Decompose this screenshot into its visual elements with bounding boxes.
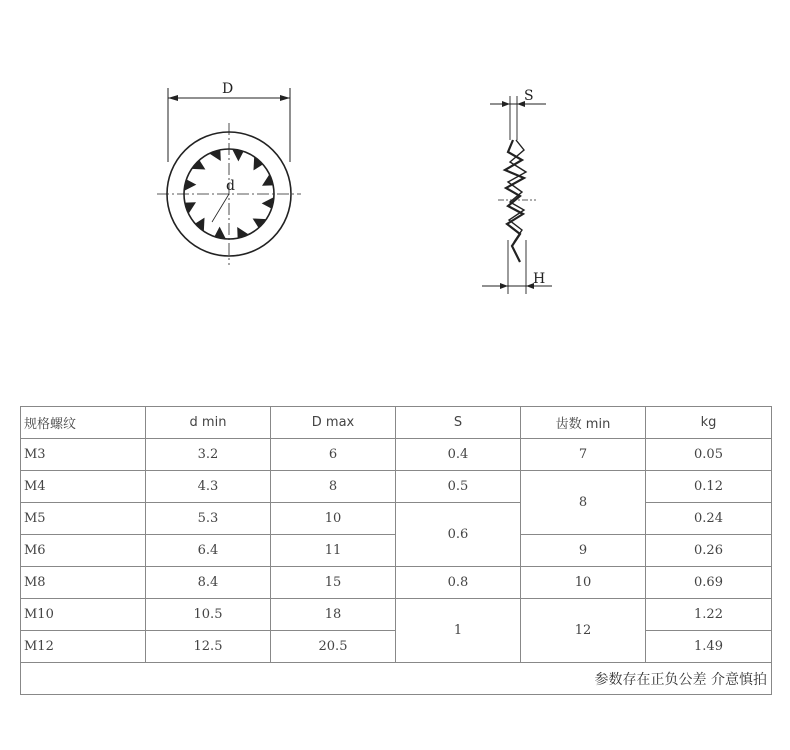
cell-size: M6 xyxy=(21,535,146,567)
cell-d-max: 20.5 xyxy=(271,631,396,663)
cell-d-min: 12.5 xyxy=(146,631,271,663)
cell-kg: 0.12 xyxy=(646,471,772,503)
header-size: 规格螺纹 xyxy=(21,407,146,439)
header-teeth: 齿数 min xyxy=(521,407,646,439)
cell-d-min: 10.5 xyxy=(146,599,271,631)
cell-s: 0.4 xyxy=(396,439,521,471)
cell-kg: 0.69 xyxy=(646,567,772,599)
header-kg: kg xyxy=(646,407,772,439)
tolerance-note: 参数存在正负公差 介意慎拍 xyxy=(21,663,772,695)
cell-d-min: 4.3 xyxy=(146,471,271,503)
cell-size: M4 xyxy=(21,471,146,503)
height-label: H xyxy=(533,271,546,287)
outer-diameter-label: D xyxy=(222,81,234,97)
cell-d-max: 10 xyxy=(271,503,396,535)
table-row xyxy=(21,567,772,599)
cell-kg: 0.24 xyxy=(646,503,772,535)
header-d-max: D max xyxy=(271,407,396,439)
table-row xyxy=(21,599,772,631)
cell-d-max: 15 xyxy=(271,567,396,599)
cell-d-min: 5.3 xyxy=(146,503,271,535)
cell-d-max: 8 xyxy=(271,471,396,503)
table-row xyxy=(21,439,772,471)
header-s: S xyxy=(396,407,521,439)
side-view xyxy=(482,96,552,294)
table-header-row xyxy=(21,407,772,439)
cell-d-max: 11 xyxy=(271,535,396,567)
cell-d-max: 6 xyxy=(271,439,396,471)
cell-d-min: 3.2 xyxy=(146,439,271,471)
cell-s: 0.5 xyxy=(396,471,521,503)
cell-d-min: 6.4 xyxy=(146,535,271,567)
cell-s: 0.8 xyxy=(396,567,521,599)
inner-diameter-label: d xyxy=(226,178,235,194)
table-note-row xyxy=(21,663,772,695)
cell-size: M3 xyxy=(21,439,146,471)
cell-size: M8 xyxy=(21,567,146,599)
table-row xyxy=(21,471,772,503)
cell-teeth: 7 xyxy=(521,439,646,471)
cell-teeth: 9 xyxy=(521,535,646,567)
cell-kg: 0.26 xyxy=(646,535,772,567)
table-row xyxy=(21,503,772,535)
front-view xyxy=(157,88,301,265)
cell-s: 1 xyxy=(396,599,521,663)
cell-teeth: 10 xyxy=(521,567,646,599)
header-d-min: d min xyxy=(146,407,271,439)
cell-size: M5 xyxy=(21,503,146,535)
cell-teeth: 12 xyxy=(521,599,646,663)
cell-kg: 1.22 xyxy=(646,599,772,631)
cell-s: 0.6 xyxy=(396,503,521,567)
cell-size: M12 xyxy=(21,631,146,663)
thickness-label: S xyxy=(524,88,534,104)
cell-kg: 1.49 xyxy=(646,631,772,663)
spec-table xyxy=(20,406,772,695)
cell-size: M10 xyxy=(21,599,146,631)
cell-teeth: 8 xyxy=(521,471,646,535)
cell-kg: 0.05 xyxy=(646,439,772,471)
cell-d-max: 18 xyxy=(271,599,396,631)
cell-d-min: 8.4 xyxy=(146,567,271,599)
